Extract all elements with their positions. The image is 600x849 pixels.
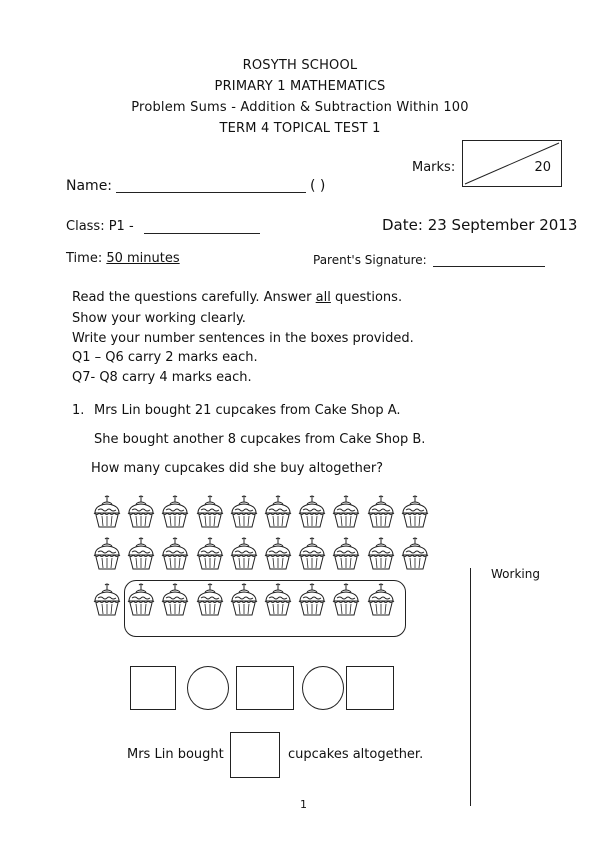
number-sentence-box-2[interactable]: [236, 666, 294, 710]
cupcake-icon: [92, 537, 122, 571]
cupcake-icon: [92, 583, 122, 617]
school-name: ROSYTH SCHOOL: [242, 58, 358, 73]
cupcake-group-outline: [124, 580, 406, 637]
instruction-emphasis: all: [315, 290, 331, 305]
cupcake-icon: [126, 495, 156, 529]
cupcake-icon: [331, 537, 361, 571]
name-label: Name:: [66, 178, 113, 194]
register-number-bracket: ( ): [310, 178, 326, 194]
question-number: 1.: [72, 403, 85, 418]
instruction-line-5: Q7- Q8 carry 4 marks each.: [72, 370, 252, 385]
answer-suffix: cupcakes altogether.: [288, 747, 424, 762]
page-number: 1: [300, 798, 307, 811]
working-label: Working: [491, 567, 540, 581]
working-divider: [470, 568, 471, 806]
instruction-text: Read the questions carefully. Answer: [72, 290, 316, 305]
date-label: Date:: [382, 216, 423, 234]
question-line-3: How many cupcakes did she buy altogether?: [91, 461, 384, 476]
cupcake-icon: [400, 537, 430, 571]
cupcake-icon: [195, 495, 225, 529]
question-line-2: She bought another 8 cupcakes from Cake Shop B.: [94, 432, 426, 447]
cupcake-icon: [160, 495, 190, 529]
cupcake-icon: [263, 537, 293, 571]
number-sentence-box-3[interactable]: [346, 666, 394, 710]
answer-box[interactable]: [230, 732, 280, 778]
class-label: Class: P1 -: [66, 219, 134, 234]
signature-label: Parent's Signature:: [313, 253, 427, 267]
subject-title: PRIMARY 1 MATHEMATICS: [214, 79, 386, 94]
instruction-line-2: Show your working clearly.: [72, 311, 246, 326]
number-sentence-box-1[interactable]: [130, 666, 176, 710]
operator-circle-2[interactable]: [302, 666, 344, 710]
answer-prefix: Mrs Lin bought: [127, 747, 224, 762]
cupcake-icon: [229, 537, 259, 571]
cupcake-icon: [331, 495, 361, 529]
marks-total: 20: [534, 160, 551, 175]
cupcake-icon: [263, 495, 293, 529]
time-value: 50 minutes: [106, 251, 180, 266]
test-title: TERM 4 TOPICAL TEST 1: [219, 121, 381, 136]
time-label: Time:: [66, 251, 103, 266]
instruction-text: questions.: [330, 290, 403, 305]
cupcake-icon: [366, 537, 396, 571]
marks-label: Marks:: [412, 160, 456, 175]
topic-title: Problem Sums - Addition & Subtraction Within 100: [131, 100, 469, 115]
cupcake-icon: [126, 537, 156, 571]
cupcake-icon: [229, 495, 259, 529]
cupcake-icon: [297, 495, 327, 529]
instruction-line-3: Write your number sentences in the boxes provided.: [72, 331, 414, 346]
cupcake-icon: [400, 495, 430, 529]
cupcake-icon: [92, 495, 122, 529]
cupcake-icon: [195, 537, 225, 571]
cupcake-icon: [366, 495, 396, 529]
date-value: 23 September 2013: [427, 216, 578, 234]
question-line-1: Mrs Lin bought 21 cupcakes from Cake Shop A.: [94, 403, 401, 418]
cupcake-icon: [160, 537, 190, 571]
cupcake-icon: [297, 537, 327, 571]
instruction-line-4: Q1 – Q6 carry 2 marks each.: [72, 350, 258, 365]
operator-circle-1[interactable]: [187, 666, 229, 710]
